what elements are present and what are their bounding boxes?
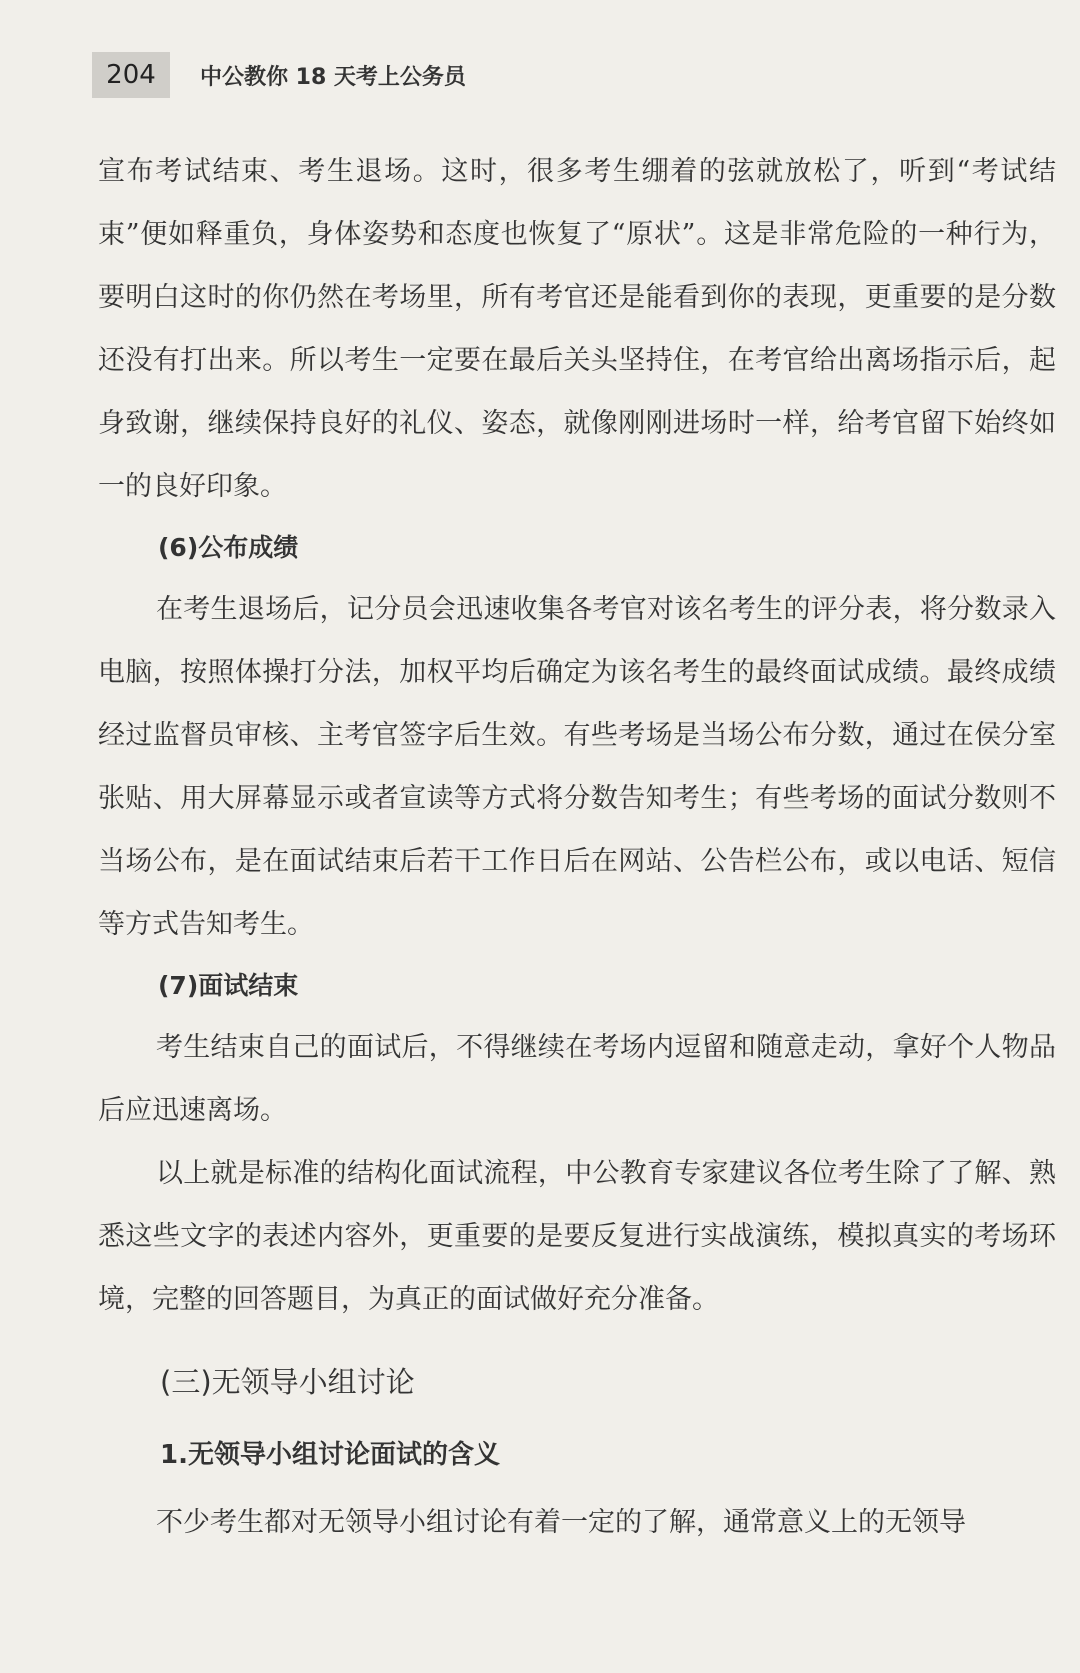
page-body bbox=[98, 140, 1056, 1554]
paragraph-definition: 不少考生都对无领导小组讨论有着一定的了解，通常意义上的无领导 bbox=[156, 1507, 966, 1538]
subheading-interview-end: (7)面试结束 bbox=[158, 971, 299, 1000]
section-heading-leaderless-group: (三)无领导小组讨论 bbox=[160, 1365, 415, 1399]
paragraph-interview-end: 考生结束自己的面试后，不得继续在考场内逗留和随意走动，拿好个人物品后应迅速离场。 bbox=[98, 1032, 1056, 1126]
item-heading-definition: 1.无领导小组讨论面试的含义 bbox=[160, 1440, 500, 1470]
paragraph-publish-scores: 在考生退场后，记分员会迅速收集各考官对该名考生的评分表，将分数录入电脑，按照体操打分法，加权平均后确定为该名考生的最终面试成绩。最终成绩经过监督员审核、主考官签字后生效。有些考场是当场公布分数，通过在侯分室张贴、用大屏幕显示或者宣读等方式将分数告知考生；有些考场的面试分数则不当场公布，是在面试结束后若干工作日后在网站、公告栏公布，或以电话、短信等方式告知考生。 bbox=[98, 594, 1056, 940]
page-header bbox=[92, 52, 466, 98]
page-number: 204 bbox=[92, 52, 170, 98]
subheading-publish-scores: (6)公布成绩 bbox=[158, 533, 299, 562]
running-title: 中公教你 18 天考上公务员 bbox=[200, 64, 466, 90]
paragraph-exam-end-continued: 宣布考试结束、考生退场。这时，很多考生绷着的弦就放松了，听到“考试结束”便如释重负，身体姿势和态度也恢复了“原状”。这是非常危险的一种行为，要明白这时的你仍然在考场里，所有考官还是能看到你的表现，更重要的是分数还没有打出来。所以考生一定要在最后关头坚持住，在考官给出离场指示后，起身致谢，继续保持良好的礼仪、姿态，就像刚刚进场时一样，给考官留下始终如一的良好印象。 bbox=[98, 156, 1056, 502]
paragraph-summary: 以上就是标准的结构化面试流程，中公教育专家建议各位考生除了了解、熟悉这些文字的表述内容外，更重要的是要反复进行实战演练，模拟真实的考场环境，完整的回答题目，为真正的面试做好充分准备。 bbox=[98, 1158, 1056, 1315]
